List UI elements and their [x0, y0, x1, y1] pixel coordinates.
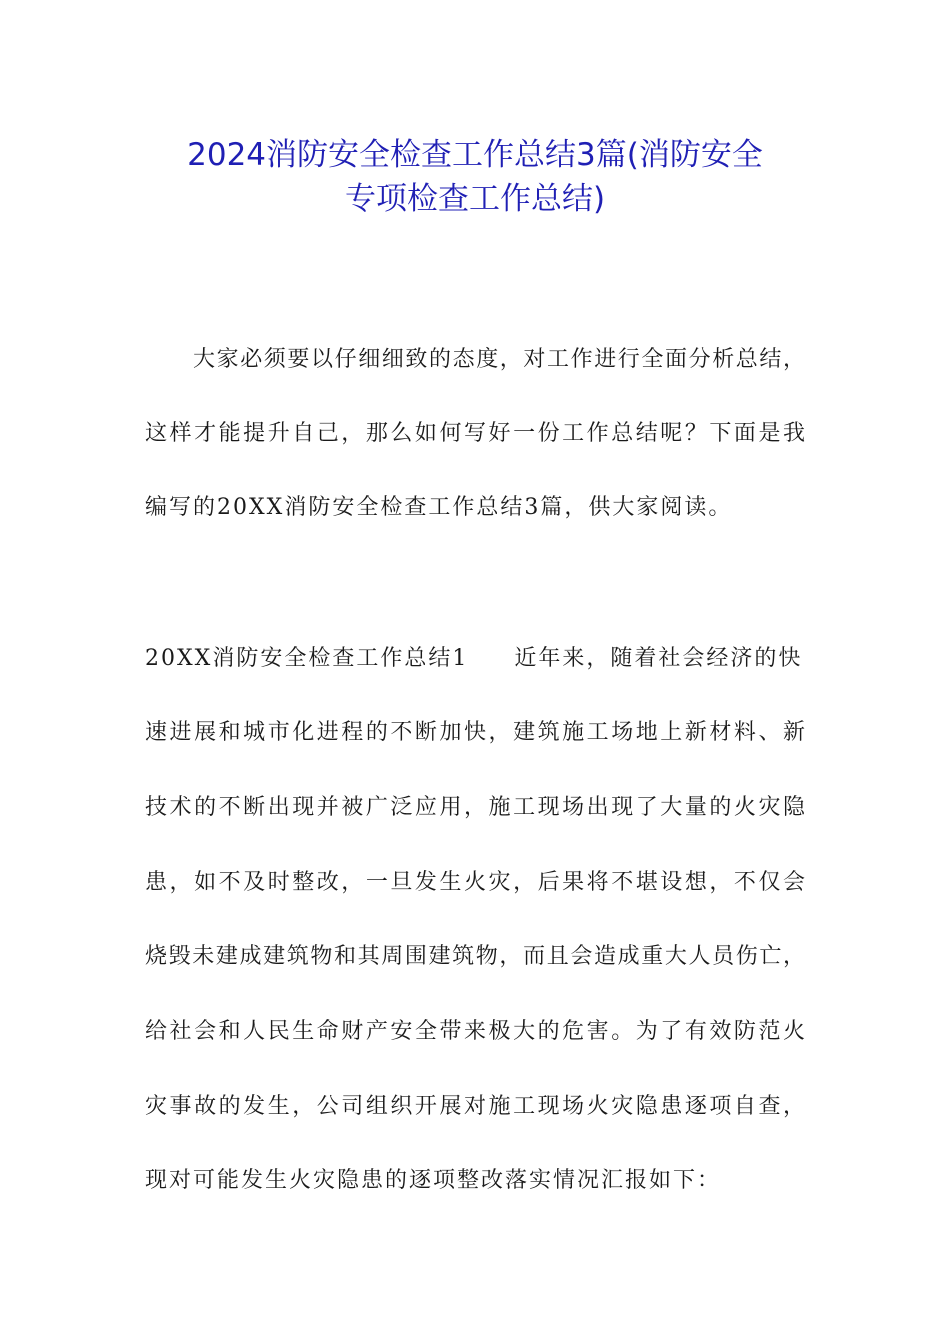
intro-line-2: 这样才能提升自己，那么如何写好一份工作总结呢？下面是我 [145, 421, 805, 446]
section-1-line-6: 给社会和人民生命财产安全带来极大的危害。为了有效防范火 [145, 1019, 805, 1044]
section-1-line-4: 患，如不及时整改，一旦发生火灾，后果将不堪设想，不仅会 [145, 870, 805, 895]
section-1-first-line [145, 644, 802, 674]
document-title-line-1: 2024消防安全检查工作总结3篇(消防安全 [187, 137, 763, 173]
section-1-line-7: 灾事故的发生，公司组织开展对施工现场火灾隐患逐项自查， [145, 1094, 805, 1119]
intro-line-3: 编写的20XX消防安全检查工作总结3篇，供大家阅读。 [145, 495, 733, 520]
section-1-line-3: 技术的不断出现并被广泛应用，施工现场出现了大量的火灾隐 [145, 795, 805, 820]
section-1-line-8: 现对可能发生火灾隐患的逐项整改落实情况汇报如下： [145, 1168, 722, 1193]
section-1-heading: 20XX消防安全检查工作总结1 [145, 646, 469, 671]
section-1-first-line-text: 近年来，随着社会经济的快 [514, 646, 803, 671]
intro-line-1: 大家必须要以仔细细致的态度，对工作进行全面分析总结， [193, 347, 805, 372]
document-title-line-2: 专项检查工作总结) [344, 181, 606, 217]
section-1-line-2: 速进展和城市化进程的不断加快，建筑施工场地上新材料、新 [145, 720, 805, 745]
section-1-line-5: 烧毁未建成建筑物和其周围建筑物，而且会造成重大人员伤亡， [145, 944, 805, 969]
